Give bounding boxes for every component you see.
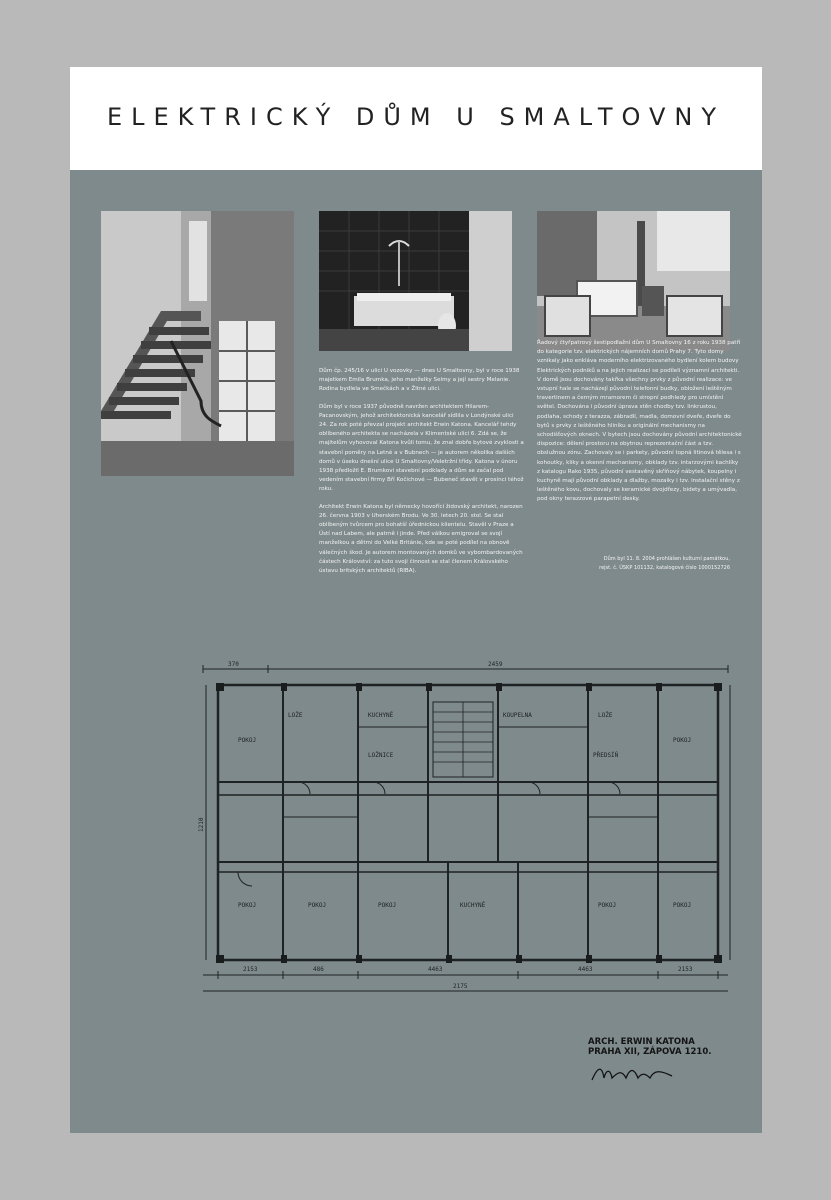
description-text xyxy=(537,339,742,513)
room-label: POKOJ xyxy=(308,902,327,909)
plan-dimension: 2153 xyxy=(243,966,258,973)
stamp-line: ARCH. ERWIN KATONA xyxy=(588,1037,695,1047)
bathroom-photo xyxy=(319,211,512,351)
stamp-line: PRAHA XII, ZÁPOVA 1210. xyxy=(588,1047,712,1057)
room-label: POKOJ xyxy=(238,902,257,909)
staircase-photo xyxy=(101,211,294,476)
paragraph: Dům byl v roce 1937 původně navržen architektem Hilarem-Pacanovským, jehož architektonická kancelář sídlila v Londýnské ulici 24. Za rok poté převzal projekt architekt Erwin Katona. Kancelář tehdy oblíbeného architekta se nacházela v Klimentské ulici 6. Zdá se, že majitelům vyhovoval Katona kvůli tomu, že znal dobře bytové zvyklosti a stavební poměry na Letné a v Bubnech — je autorem několika dalších domů v úseku dnešní ulice U Smaltovny/Veletržní třídy. Katona v únoru 1938 předložil E. Brumkovi stavební podklady a dům se začal pod vedením stavební firmy Bří Kočichové — Bubeneč stavět v prosinci téhož roku. xyxy=(319,403,524,493)
floor-plan xyxy=(198,657,738,1007)
paragraph: Řadový čtyřpatrový šestipodlažní dům U Smaltovny 16 z roku 1938 patří do kategorie tzv. elektrických nájemních domů Prahy 7. Tyto domy vznikaly jako enkláva moderního elektrizovaného bydlení kolem budovy Elektrických podniků a na jejich realizaci se podíleli významní architekti. V domě jsou dochovány takřka všechny prvky z původní realizace: ve vstupní hale se nacházejí původní telefonní budky, obložení leštěným travertinem a černým mramorem či stropní podhledy pro umístění světel. Dochována i původní úprava stěn chodby tzv. linkrustou, podlaha, schody z terazza, zábradlí, madla, domovní dveře, dveře do bytů s prvky z leštěného hliníku a originální mechanismy na schodišťových oknech. V bytech jsou dochovány původní architektonické dispozice: dělení prostoru na obytnou reprezentační část a tzv. obslužnou zónu. Zachovaly se i parkety, původní topná litinová tělesa i s kohoutky, kliky a okenní mechanismy, obklady tzv. intarzovými kachlíky z katalogu Rako 1935, původní vestavěný skříňový nábytek, koupelny i kuchyně mají původní obklady a dlažby, mozaiky i tzv. instalační stěny z leštěného kovu, dochovaly se keramické dvojdřezy, bidety a umývadla, pod okny terazzové parapetní desky. xyxy=(537,340,742,503)
plan-dimension: 2459 xyxy=(488,661,503,668)
architect-stamp xyxy=(588,1037,711,1057)
paragraph: Architekt Erwin Katona byl německy hovořící židovský architekt, narozen 26. června 1903 v Uherském Brodu. Ve 30. letech 20. stol. Se stal oblíbeným tvůrcem pro bohatší úřednickou klientelu. Stavěl v Praze a Ústí nad Labem, ale patrně i jinde. Před válkou emigroval se svojí manželkou a dětmi do Velké Británie, kde se poté podílel na obnově válečných škod. Je autorem montovaných domků ve vybombardovaných částech Království: za tuto svoji činnost se stal členem Královského ústavu britských architektů (RIBA). xyxy=(319,503,523,575)
room-label: KUCHYNĚ xyxy=(460,902,486,909)
room-label: LOŽE xyxy=(598,712,613,719)
plan-dimension: 1210 xyxy=(198,817,205,832)
room-label: PŘEDSÍŇ xyxy=(593,752,619,759)
plan-dimension: 2175 xyxy=(453,983,468,990)
heritage-note xyxy=(537,555,730,572)
room-label: KUCHYNĚ xyxy=(368,712,394,719)
room-label: POKOJ xyxy=(673,737,692,744)
plan-dimension: 4463 xyxy=(428,966,443,973)
room-label: LOŽNICE xyxy=(368,752,394,759)
room-label: POKOJ xyxy=(598,902,617,909)
room-label: POKOJ xyxy=(673,902,692,909)
heritage-note-line: Dům byl 11. 8. 2004 prohlášen kulturní památkou, xyxy=(603,556,730,562)
plan-dimension: 486 xyxy=(313,966,324,973)
room-label: POKOJ xyxy=(378,902,397,909)
heritage-note-line: rejst. č. ÚSKP 101132, katalogové číslo 1000152726 xyxy=(599,564,730,571)
plan-dimension: 2153 xyxy=(678,966,693,973)
page-title: ELEKTRICKÝ DŮM U SMALTOVNY xyxy=(106,103,726,131)
plan-dimension: 370 xyxy=(228,661,239,668)
plan-dimension: 4463 xyxy=(578,966,593,973)
room-label: LOŽE xyxy=(288,712,303,719)
paragraph: Dům čp. 245/16 v ulici U vozovky — dnes U Smaltovny, byl v roce 1938 majetkem Emila Brumka, jeho manželky Selmy a její sestry Melanie. Rodina bydlela ve Smečkách a v Žitné ulici. xyxy=(319,368,520,393)
title-bar xyxy=(70,67,762,170)
room-label: KOUPELNA xyxy=(503,712,532,719)
poster-panel xyxy=(70,67,762,1133)
history-text xyxy=(319,367,524,584)
room-label: POKOJ xyxy=(238,737,257,744)
living-room-photo xyxy=(537,211,730,351)
signature xyxy=(588,1062,676,1086)
